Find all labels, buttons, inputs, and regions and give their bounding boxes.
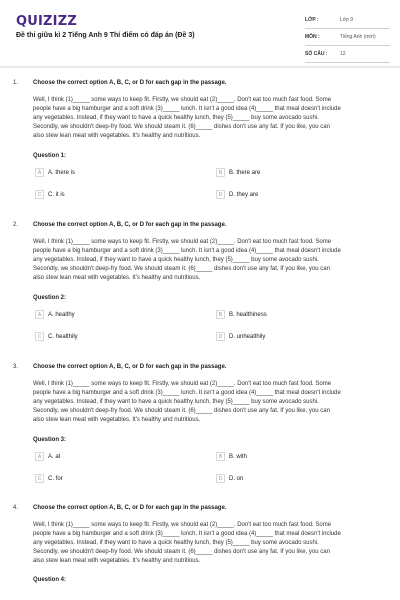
question-label: Question 4: [33,577,67,583]
passage-line: people have a big hamburger and a soft drink (3)_____ lunch. It isn't a good idea (4)_____ that meal doesn't include [33,390,341,396]
passage-line: Secondly, we shouldn't deep-fry food. We should steam it. (6)_____ dishes don't use any fat. If you like, you can [33,266,330,272]
question-number: 2. [13,222,19,228]
option-b[interactable] [216,452,247,461]
option-text: B. healthiness [229,311,267,318]
option-letter-box: D [216,332,225,341]
passage-line: people have a big hamburger and a soft drink (3)_____ lunch. It isn't a good idea (4)_____ that meal doesn't include [33,248,341,254]
option-text: D. on [229,475,244,482]
option-letter-box: C [35,332,44,341]
meta-mon-label: MÔN : [305,34,320,40]
passage-line: Secondly, we shouldn't deep-fry food. We should steam it. (6)_____ dishes don't use any fat. If you like, you can [33,124,330,130]
passage-line: people have a big hamburger and a soft drink (3)_____ lunch. It isn't a good idea (4)_____ that meal doesn't include [33,106,341,112]
option-letter-box: A [35,452,44,461]
option-text: C. healthily [48,333,78,340]
option-text: A. at [48,453,61,460]
option-letter-box: B [216,452,225,461]
meta-table [305,12,390,63]
meta-socau-value: 12 [340,51,346,57]
option-d[interactable] [216,332,265,341]
passage-line: any vegetables. Instead, if they want to have a quick healthy lunch, they (5)_____ buy some avocado sushi. [33,399,319,405]
option-letter-box: B [216,310,225,319]
question-instruction: Choose the correct option A, B, C, or D for each gap in the passage. [33,364,227,370]
reading-passage [33,96,383,141]
passage-line: people have a big hamburger and a soft drink (3)_____ lunch. It isn't a good idea (4)_____ that meal doesn't include [33,531,341,537]
option-letter-box: C [35,190,44,199]
option-letter-box: A [35,168,44,177]
passage-line: Well, I think (1)_____ some ways to keep fit. Firstly, we should eat (2)_____. Don't eat too much fast food. Some [33,381,332,387]
question-instruction: Choose the correct option A, B, C, or D for each gap in the passage. [33,222,227,228]
option-d[interactable] [216,190,258,199]
option-text: D. unhealthily [229,333,266,340]
question-number: 4. [13,505,19,511]
option-text: D. they are [229,191,259,198]
passage-line: Well, I think (1)_____ some ways to keep fit. Firstly, we should eat (2)_____. Don't eat too much fast food. Some [33,97,332,103]
option-text: B. with [229,453,248,460]
option-text: A. healthy [48,311,75,318]
option-letter-box: D [216,190,225,199]
option-a[interactable] [35,452,60,461]
page-header [0,0,400,62]
passage-line: Secondly, we shouldn't deep-fry food. We should steam it. (6)_____ dishes don't use any fat. If you like, you can [33,408,330,414]
question-instruction: Choose the correct option A, B, C, or D for each gap in the passage. [33,80,227,86]
option-d[interactable] [216,474,243,483]
option-b[interactable] [216,310,267,319]
option-text: A. there is [48,169,76,176]
option-a[interactable] [35,168,75,177]
passage-line: also stew lean meat with vegetables. It's healthy and nutritious. [33,275,201,281]
option-letter-box: C [35,474,44,483]
option-letter-box: D [216,474,225,483]
meta-lop-label: LỚP : [305,17,319,23]
option-a[interactable] [35,310,75,319]
header-divider [0,66,400,68]
option-letter-box: A [35,310,44,319]
option-b[interactable] [216,168,260,177]
passage-line: Well, I think (1)_____ some ways to keep fit. Firstly, we should eat (2)_____. Don't eat too much fast food. Some [33,239,332,245]
option-c[interactable] [35,190,65,199]
option-text: C. it is [48,191,65,198]
passage-line: also stew lean meat with vegetables. It's healthy and nutritious. [33,417,201,423]
option-text: C. for [48,475,63,482]
question-label: Question 2: [33,295,67,301]
passage-line: also stew lean meat with vegetables. It's healthy and nutritious. [33,558,201,564]
question-label: Question 1: [33,153,67,159]
document-title: Đề thi giữa kì 2 Tiếng Anh 9 Thí điểm có đáp án (Đề 3) [16,32,195,39]
passage-line: any vegetables. Instead, if they want to have a quick healthy lunch, they (5)_____ buy some avocado sushi. [33,257,319,263]
option-c[interactable] [35,332,78,341]
meta-socau-label: SỐ CÂU : [305,51,328,57]
meta-row-lop [305,12,390,29]
meta-row-mon [305,29,390,46]
passage-line: any vegetables. Instead, if they want to have a quick healthy lunch, they (5)_____ buy some avocado sushi. [33,115,319,121]
reading-passage [33,380,383,425]
option-letter-box: B [216,168,225,177]
passage-line: Well, I think (1)_____ some ways to keep fit. Firstly, we should eat (2)_____. Don't eat too much fast food. Some [33,522,332,528]
meta-lop-value: Lớp 9 [340,17,354,23]
question-number: 3. [13,364,19,370]
meta-mon-value: Tiếng Anh (mới) [340,34,376,40]
reading-passage [33,521,383,566]
passage-line: also stew lean meat with vegetables. It's healthy and nutritious. [33,133,201,139]
option-c[interactable] [35,474,63,483]
passage-line: Secondly, we shouldn't deep-fry food. We should steam it. (6)_____ dishes don't use any fat. If you like, you can [33,549,330,555]
meta-row-socau [305,46,390,63]
question-instruction: Choose the correct option A, B, C, or D for each gap in the passage. [33,505,227,511]
option-text: B. there are [229,169,261,176]
passage-line: any vegetables. Instead, if they want to have a quick healthy lunch, they (5)_____ buy some avocado sushi. [33,540,319,546]
quizizz-logo: QUIZIZZ [16,14,77,29]
question-label: Question 3: [33,437,67,443]
question-number: 1. [13,80,19,86]
reading-passage [33,238,383,283]
